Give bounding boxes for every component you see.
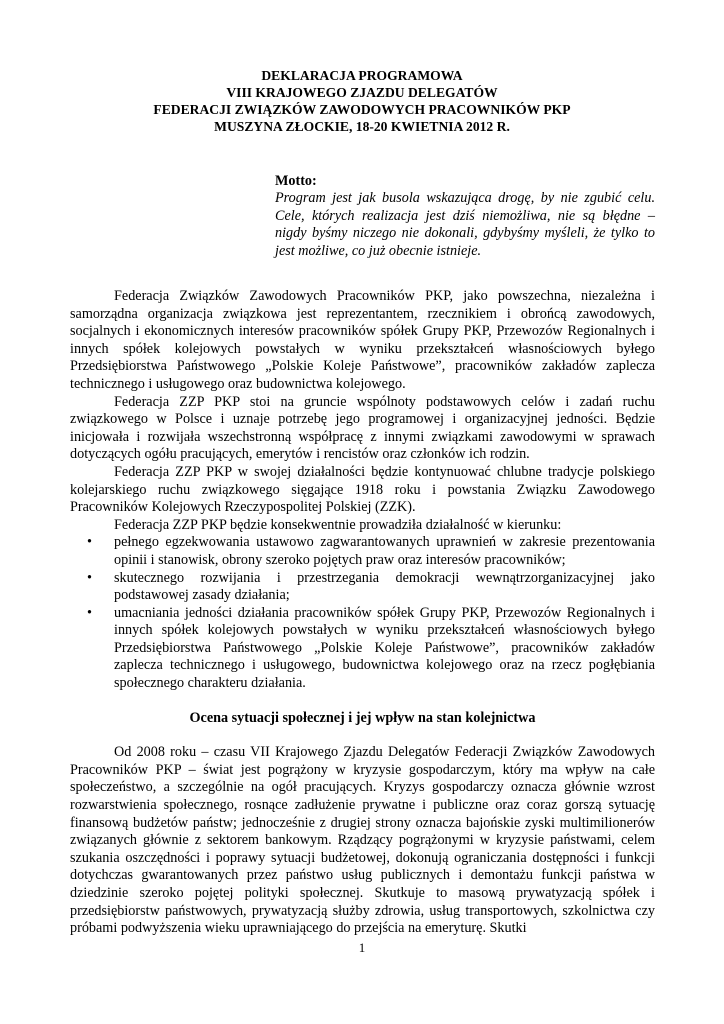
list-item bbox=[70, 534, 655, 569]
title-line: MUSZYNA ZŁOCKIE, 18-20 KWIETNIA 2012 R. bbox=[214, 119, 510, 134]
motto-block bbox=[275, 173, 655, 260]
document-body bbox=[70, 288, 655, 938]
section-heading: Ocena sytuacji społecznej i jej wpływ na stan kolejnictwa bbox=[189, 709, 536, 726]
document-title bbox=[0, 67, 724, 135]
body-paragraph: Federacja ZZP PKP w swojej działalności będzie kontynuować chlubne tradycje polskiego kolejarskiego ruchu związkowego sięgające 1918 roku i powstania Związku Zawodowego Pracowników Kolejowych Rzeczypospolitej Polskiej (ZZK). bbox=[70, 463, 655, 516]
list-item-text: pełnego egzekwowania ustawowo zagwarantowanych uprawnień w zakresie prezentowania opinii i stanowisk, obrony szeroko pojętych praw oraz interesów pracowników; bbox=[114, 534, 655, 568]
motto-text: Program jest jak busola wskazująca drogę, by nie zgubić celu. Cele, których realizacja jest dziś niemożliwa, nie są błędne – nigdy byśmy niczego nie dokonali, gdybyśmy myśleli, że tylko to jest możliwe, co już obecnie istnieje. bbox=[275, 190, 655, 259]
title-line: VIII KRAJOWEGO ZJAZDU DELEGATÓW bbox=[226, 85, 498, 100]
bullet-icon: • bbox=[87, 604, 92, 621]
list-item-text: skutecznego rozwijania i przestrzegania demokracji wewnątrzorganizacyjnej jako podstawowej zasady działania; bbox=[114, 569, 655, 604]
body-paragraph: Od 2008 roku – czasu VII Krajowego Zjazdu Delegatów Federacji Związków Zawodowych Pracowników PKP – świat jest pogrążony w kryzysie gospodarczym, który ma wpływ na całe społeczeństwo, a szczególnie na ogół pracujących. Kryzys gospodarczy oznacza głównie wzrost rozwarstwienia społecznego, rosnące zadłużenie prywatne i publiczne oraz coraz gorszą sytuację finansową budżetów państw; jednocześnie z drugiej strony oznacza bajońskie zyski multimilionerów związanych głównie z sektorem bankowym. Rządzący pogrążonymi w kryzysie państwami, celem szukania oszczędności i poprawy sytuacji budżetowej, dokonują ograniczania dostępności i funkcji dotychczas gwarantowanych przez państwo usług publicznych i demontażu funkcji państwa w dziedzinie szeroko pojętej polityki społecznej. Skutkuje to masową prywatyzacją spółek i przedsiębiorstw państwowych, prywatyzacją służby zdrowia, usług transportowych, szkolnictwa czy próbami podwyższenia wieku uprawniającego do przejścia na emeryturę. Skutki bbox=[70, 744, 655, 937]
bullet-list bbox=[70, 534, 655, 692]
title-line: FEDERACJI ZWIĄZKÓW ZAWODOWYCH PRACOWNIKÓW PKP bbox=[153, 102, 571, 117]
motto-label: Motto: bbox=[275, 173, 317, 189]
body-paragraph: Federacja ZZP PKP stoi na gruncie wspólnoty podstawowych celów i zadań ruchu związkowego w Polsce i uznaje potrzebę jego programowej i organizacyjnej jedności. Będzie inicjowała i rozwijała wszechstronną współpracę z innymi związkami zawodowymi w sprawach dotyczących ogółu pracujących, emerytów i rencistów oraz członków ich rodzin. bbox=[70, 393, 655, 463]
page-number: 1 bbox=[358, 940, 366, 955]
list-item bbox=[70, 570, 655, 605]
list-item bbox=[70, 605, 655, 693]
title-line: DEKLARACJA PROGRAMOWA bbox=[261, 68, 463, 83]
bullet-icon: • bbox=[87, 569, 92, 586]
bullet-icon: • bbox=[87, 534, 92, 551]
body-paragraph: Federacja ZZP PKP będzie konsekwentnie prowadziła działalność w kierunku: bbox=[114, 516, 562, 533]
list-item-text: umacniania jedności działania pracowników spółek Grupy PKP, Przewozów Regionalnych i innych spółek kolejowych powstałych w wyniku przekształceń własnościowych byłego Przedsiębiorstwa Państwowego „Polskie Koleje Państwowe”, pracowników zakładów zaplecza technicznego i usługowego, budownictwa kolejowego oraz na rzecz pogłębiania społecznego charakteru działania. bbox=[114, 604, 655, 692]
body-paragraph: Federacja Związków Zawodowych Pracowników PKP, jako powszechna, niezależna i samorządna organizacja związkowa jest reprezentantem, rzecznikiem i obrońcą zawodowych, socjalnych i ekonomicznych interesów pracowników spółek Grupy PKP, Przewozów Regionalnych i innych spółek kolejowych powstałych w wyniku przekształceń własnościowych byłego Przedsiębiorstwa Państwowego „Polskie Koleje Państwowe”, pracowników zakładów zaplecza technicznego i usługowego oraz budownictwa kolejowego. bbox=[70, 288, 655, 392]
